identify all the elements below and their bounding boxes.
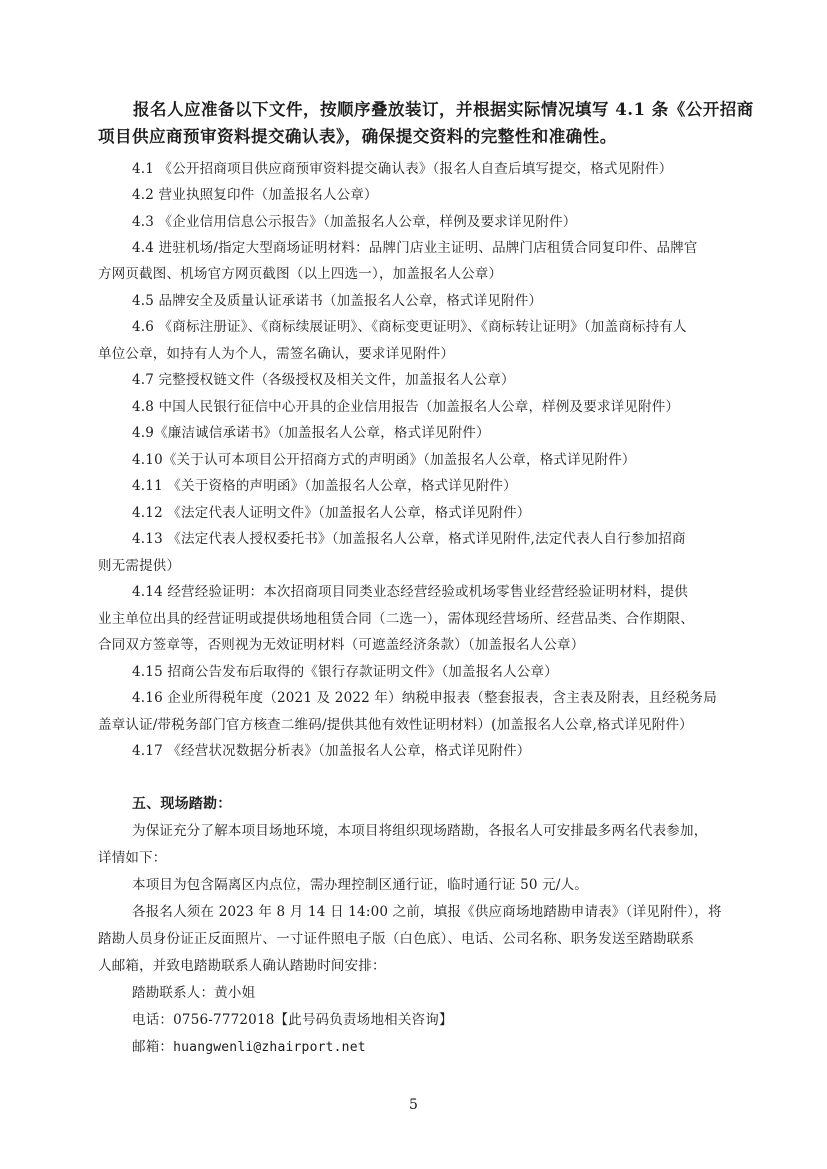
section-5-heading: 五、现场踏勘： — [132, 796, 232, 812]
item-4-6-line-2: 单位公章，如持有人为个人，需签名确认，要求详见附件） — [98, 346, 455, 362]
item-4-10: 4.10《关于认可本项目公开招商方式的声明函》（加盖报名人公章，格式详见附件） — [132, 452, 636, 468]
item-4-1: 4.1 《公开招商项目供应商预审资料提交确认表》（报名人自查后填写提交，格式见附件） — [132, 161, 673, 177]
item-4-4-line-1: 4.4 进驻机场/指定大型商场证明材料：品牌门店业主证明、品牌门店租赁合同复印件、品牌官 — [132, 240, 698, 256]
item-4-14-line-1: 4.14 经营经验证明：本次招商项目同类业态经营经验或机场零售业经营经验证明材料，提供 — [132, 584, 688, 600]
page-number: 5 — [409, 1097, 418, 1113]
item-4-12: 4.12 《法定代表人证明文件》（加盖报名人公章，格式详见附件） — [132, 505, 531, 521]
item-4-3: 4.3 《企业信用信息公示报告》（加盖报名人公章，样例及要求详见附件） — [132, 214, 577, 230]
item-4-14-line-2: 业主单位出具的经营证明或提供场地租赁合同（二选一），需体现经营场所、经营品类、合作期限、 — [98, 611, 695, 627]
item-4-9: 4.9《廉洁诚信承诺书》（加盖报名人公章，格式详见附件） — [132, 425, 490, 441]
contact-person: 踏勘联系人：黄小姐 — [132, 985, 256, 1001]
phone-value: 0756-7772018【此号码负责场地相关咨询】 — [173, 1012, 453, 1028]
contact-phone-row — [132, 1011, 453, 1029]
item-4-7: 4.7 完整授权链文件（各级授权及相关文件，加盖报名人公章） — [132, 372, 515, 388]
item-4-2: 4.2 营业执照复印件（加盖报名人公章） — [132, 187, 378, 203]
item-4-16-line-2: 盖章认证/带税务部门官方核查二维码/提供其他有效性证明材料）(加盖报名人公章,格式详见附件） — [98, 717, 693, 733]
section-5-para-1-line-1: 为保证充分了解本项目场地环境，本项目将组织现场踏勘，各报名人可安排最多两名代表参加， — [132, 823, 708, 839]
item-4-14-line-3: 合同双方签章等，否则视为无效证明材料（可遮盖经济条款）（加盖报名人公章） — [98, 637, 585, 653]
section-5-para-1-line-2: 详情如下： — [98, 850, 167, 866]
item-4-16-line-1: 4.16 企业所得税年度（2021 及 2022 年）纳税申报表（整套报表，含主表及附表，且经税务局 — [132, 690, 717, 706]
section-5-para-3-line-2: 踏勘人员身份证正反面照片、一寸证件照电子版（白色底）、电话、公司名称、职务发送至踏勘联系 — [98, 931, 695, 947]
item-4-13-line-2: 则无需提供） — [98, 558, 181, 574]
section-5-para-2: 本项目为包含隔离区内点位，需办理控制区通行证，临时通行证 50 元/人。 — [132, 877, 589, 893]
section-5-para-3-line-1: 各报名人须在 2023 年 8 月 14 日 14:00 之前，填报《供应商场地踏勘申请表》（详见附件），将 — [132, 904, 722, 920]
intro-line-1: 报名人应准备以下文件，按顺序叠放装订，并根据实际情况填写 4.1 条《公开招商 — [133, 100, 754, 119]
item-4-17: 4.17 《经营状况数据分析表》（加盖报名人公章，格式详见附件） — [132, 743, 531, 759]
phone-label: 电话： — [132, 1012, 174, 1028]
intro-line-2: 项目供应商预审资料提交确认表》，确保提交资料的完整性和准确性。 — [98, 127, 617, 146]
item-4-8: 4.8 中国人民银行征信中心开具的企业信用报告（加盖报名人公章，样例及要求详见附件） — [132, 399, 680, 415]
contact-email-row — [132, 1038, 366, 1057]
email-label: 邮箱： — [132, 1039, 174, 1055]
item-4-5: 4.5 品牌安全及质量认证承诺书（加盖报名人公章，格式详见附件） — [132, 293, 543, 309]
section-5-para-3-line-3: 人邮箱，并致电踏勘联系人确认踏勘时间安排： — [98, 958, 386, 974]
item-4-11: 4.11 《关于资格的声明函》（加盖报名人公章，格式详见附件） — [132, 478, 517, 494]
item-4-6-line-1: 4.6 《商标注册证》、《商标续展证明》、《商标变更证明》、《商标转让证明》（加盖商标持有人 — [132, 319, 687, 335]
item-4-4-line-2: 方网页截图、机场官方网页截图（以上四选一），加盖报名人公章） — [98, 266, 503, 282]
item-4-13-line-1: 4.13 《法定代表人授权委托书》（加盖报名人公章，格式详见附件,法定代表人自行参加招商 — [132, 531, 686, 547]
item-4-15: 4.15 招商公告发布后取得的《银行存款证明文件》（加盖报名人公章） — [132, 664, 558, 680]
email-value: huangwenli@zhairport.net — [173, 1040, 366, 1055]
